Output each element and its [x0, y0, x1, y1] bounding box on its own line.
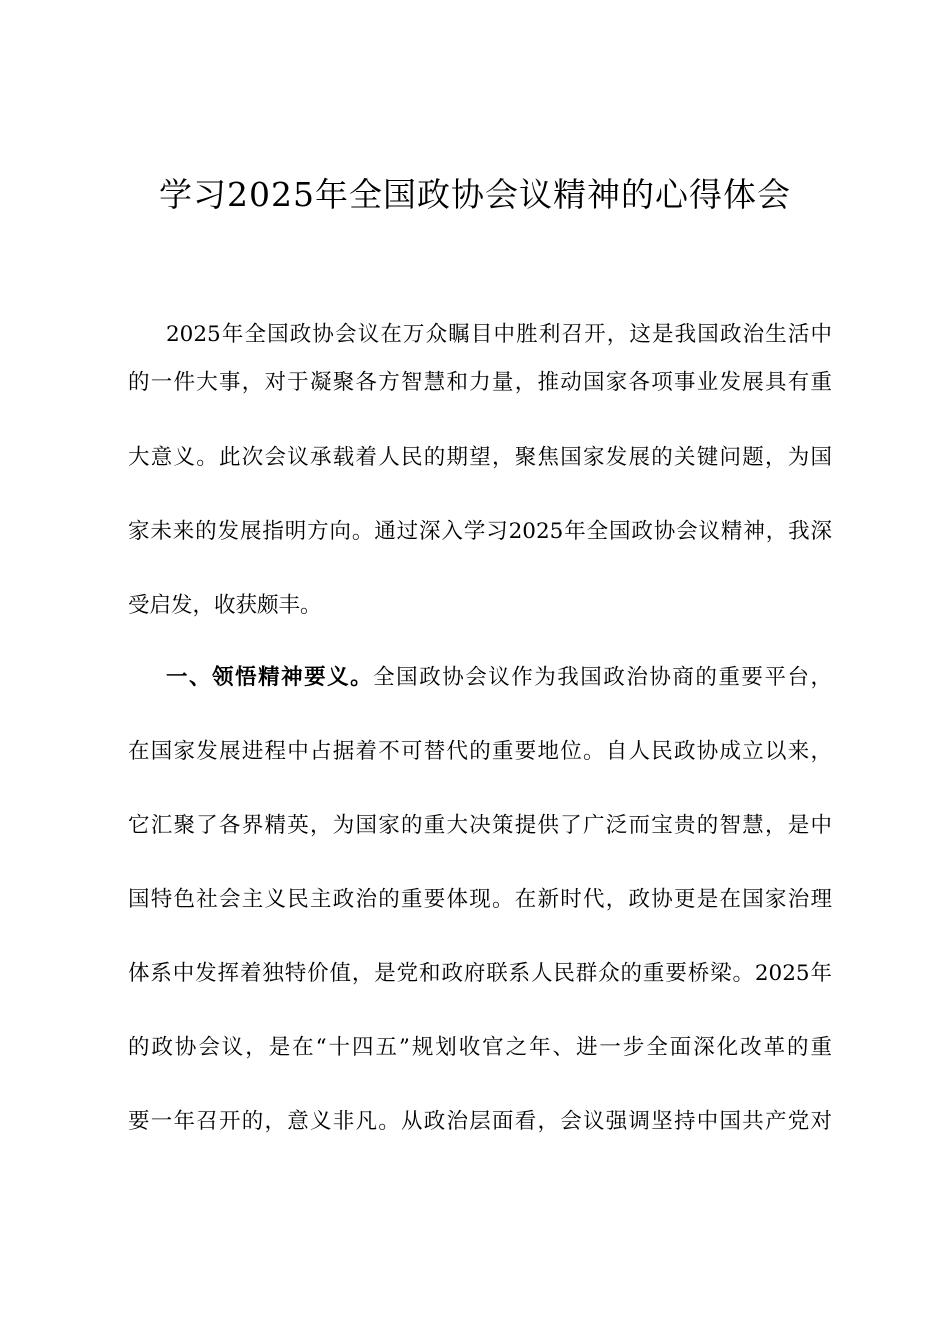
paragraph-1-line-5: 受启发，收获颇丰。	[128, 593, 322, 618]
paragraph-2-line-6: 的政协会议，是在“十四五”规划收官之年、进一步全面深化改革的重	[128, 1035, 832, 1060]
paragraph-2-line-1	[166, 663, 832, 693]
paragraph-2-line-2: 在国家发展进程中占据着不可替代的重要地位。自人民政协成立以来，	[128, 739, 832, 764]
paragraph-2-line-7: 要一年召开的，意义非凡。从政治层面看，会议强调坚持中国共产党对	[128, 1109, 832, 1134]
paragraph-2-line-3: 它汇聚了各界精英，为国家的重大决策提供了广泛而宝贵的智慧，是中	[128, 813, 832, 838]
document-title: 学习2025年全国政协会议精神的心得体会	[159, 175, 791, 214]
paragraph-1-line-2: 的一件大事，对于凝聚各方智慧和力量，推动国家各项事业发展具有重	[128, 370, 832, 395]
paragraph-1-line-1: 2025年全国政协会议在万众瞩目中胜利召开，这是我国政治生活中	[166, 322, 832, 347]
paragraph-1-line-3: 大意义。此次会议承载着人民的期望，聚焦国家发展的关键问题，为国	[128, 445, 832, 470]
section-heading: 一、领悟精神要义。	[166, 665, 374, 690]
paragraph-2-line-4: 国特色社会主义民主政治的重要体现。在新时代，政协更是在国家治理	[128, 887, 832, 912]
section-heading-continuation: 全国政协会议作为我国政治协商的重要平台，	[373, 665, 832, 690]
paragraph-1-line-4: 家未来的发展指明方向。通过深入学习2025年全国政协会议精神，我深	[128, 519, 832, 544]
paragraph-2-line-5: 体系中发挥着独特价值，是党和政府联系人民群众的重要桥梁。2025年	[128, 961, 832, 986]
